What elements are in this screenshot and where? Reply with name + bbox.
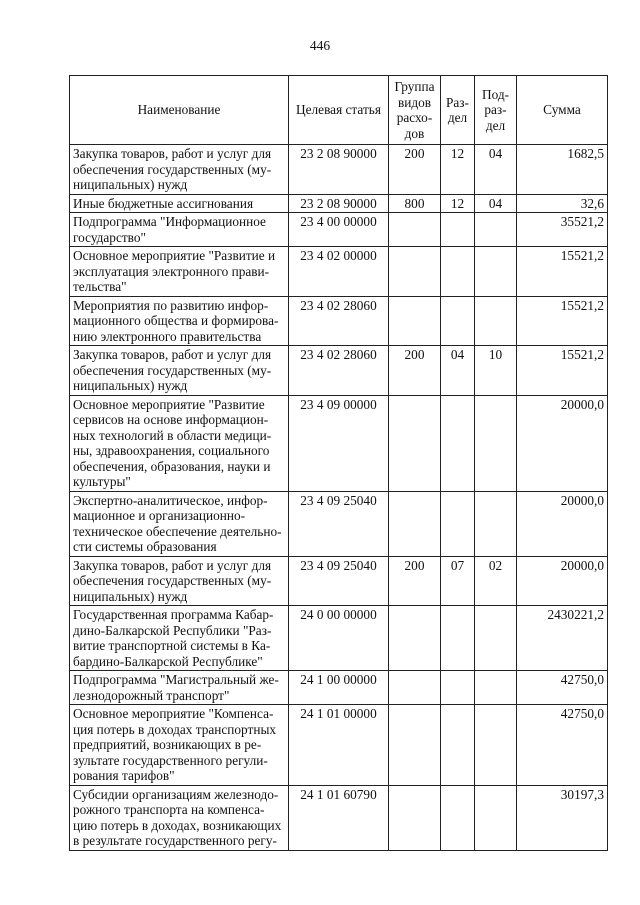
row-subsection: [475, 395, 517, 491]
row-target-code: 23 4 02 00000: [289, 247, 389, 297]
row-subsection: [475, 491, 517, 556]
row-sum: 15521,2: [517, 247, 608, 297]
row-section: 12: [441, 194, 475, 213]
page-number: 446: [309, 38, 331, 53]
row-sum: 2430221,2: [517, 606, 608, 671]
row-name: Подпрограмма "Информационное государство": [70, 213, 289, 247]
row-sum: 32,6: [517, 194, 608, 213]
row-sum: 15521,2: [517, 296, 608, 346]
row-name: Подпрограмма "Магистральный же-лезнодорожный транспорт": [70, 671, 289, 705]
header-name: Наименование: [70, 76, 289, 145]
row-section: [441, 491, 475, 556]
row-name: Закупка товаров, работ и услуг для обеспечения государственных (му-ниципальных) нужд: [70, 145, 289, 195]
table-row: [70, 247, 608, 297]
table-header-row: [70, 76, 608, 145]
row-subsection: 04: [475, 145, 517, 195]
row-name: Экспертно-аналитическое, инфор-мационное и организационно-техническое обеспечение деятельно-сти системы образования: [70, 491, 289, 556]
table-row: [70, 213, 608, 247]
row-group: [389, 491, 441, 556]
row-section: [441, 785, 475, 850]
table-row: [70, 606, 608, 671]
row-subsection: [475, 785, 517, 850]
row-subsection: [475, 705, 517, 786]
header-group: Группа видов расхо-дов: [389, 76, 441, 145]
row-section: [441, 213, 475, 247]
table-row: [70, 785, 608, 850]
row-group: [389, 705, 441, 786]
table-row: [70, 346, 608, 396]
table-body: [70, 145, 608, 851]
row-name: Основное мероприятие "Компенса-ция потерь в доходах транспортных предприятий, возникающих в ре-зультате государственного регули-рования тарифов": [70, 705, 289, 786]
row-sum: 20000,0: [517, 491, 608, 556]
row-subsection: 02: [475, 556, 517, 606]
row-sum: 42750,0: [517, 671, 608, 705]
row-section: [441, 606, 475, 671]
row-name: Субсидии организациям железнодо-рожного транспорта на компенса-цию потерь в доходах, возникающих в результате государственного регу-: [70, 785, 289, 850]
row-target-code: 23 4 09 00000: [289, 395, 389, 491]
row-sum: 20000,0: [517, 556, 608, 606]
row-target-code: 24 1 01 00000: [289, 705, 389, 786]
row-target-code: 23 2 08 90000: [289, 145, 389, 195]
row-target-code: 24 1 01 60790: [289, 785, 389, 850]
row-sum: 30197,3: [517, 785, 608, 850]
row-group: 200: [389, 346, 441, 396]
row-target-code: 24 1 00 00000: [289, 671, 389, 705]
row-name: Иные бюджетные ассигнования: [70, 194, 289, 213]
row-section: [441, 247, 475, 297]
budget-table: [69, 75, 608, 851]
table-row: [70, 395, 608, 491]
row-sum: 1682,5: [517, 145, 608, 195]
row-sum: 15521,2: [517, 346, 608, 396]
header-section: Раз-дел: [441, 76, 475, 145]
table-row: [70, 194, 608, 213]
row-target-code: 23 2 08 90000: [289, 194, 389, 213]
row-name: Закупка товаров, работ и услуг для обеспечения государственных (му-ниципальных) нужд: [70, 556, 289, 606]
row-subsection: [475, 296, 517, 346]
row-subsection: [475, 213, 517, 247]
row-group: [389, 213, 441, 247]
row-subsection: 04: [475, 194, 517, 213]
row-group: 200: [389, 145, 441, 195]
row-sum: 35521,2: [517, 213, 608, 247]
row-target-code: 23 4 09 25040: [289, 491, 389, 556]
row-group: 200: [389, 556, 441, 606]
row-group: [389, 395, 441, 491]
row-section: [441, 395, 475, 491]
row-group: [389, 296, 441, 346]
row-section: 12: [441, 145, 475, 195]
row-subsection: [475, 247, 517, 297]
table-row: [70, 556, 608, 606]
row-subsection: [475, 671, 517, 705]
row-sum: 42750,0: [517, 705, 608, 786]
row-group: 800: [389, 194, 441, 213]
row-group: [389, 785, 441, 850]
row-section: [441, 296, 475, 346]
row-name: Государственная программа Кабар-дино-Балкарской Республики "Раз-витие транспортной системы в Ка-бардино-Балкарской Республике": [70, 606, 289, 671]
row-group: [389, 606, 441, 671]
row-section: [441, 705, 475, 786]
row-subsection: [475, 606, 517, 671]
table-row: [70, 145, 608, 195]
header-sum: Сумма: [517, 76, 608, 145]
row-name: Закупка товаров, работ и услуг для обеспечения государственных (му-ниципальных) нужд: [70, 346, 289, 396]
row-subsection: 10: [475, 346, 517, 396]
row-group: [389, 671, 441, 705]
row-target-code: 24 0 00 00000: [289, 606, 389, 671]
header-target: Целевая статья: [289, 76, 389, 145]
row-name: Основное мероприятие "Развитие и эксплуатация электронного прави-тельства": [70, 247, 289, 297]
row-target-code: 23 4 09 25040: [289, 556, 389, 606]
table-row: [70, 671, 608, 705]
row-target-code: 23 4 00 00000: [289, 213, 389, 247]
row-section: 07: [441, 556, 475, 606]
row-group: [389, 247, 441, 297]
row-target-code: 23 4 02 28060: [289, 296, 389, 346]
table-row: [70, 491, 608, 556]
row-target-code: 23 4 02 28060: [289, 346, 389, 396]
table-row: [70, 705, 608, 786]
row-section: [441, 671, 475, 705]
header-subsection: Под-раз-дел: [475, 76, 517, 145]
row-name: Основное мероприятие "Развитие сервисов на основе информацион-ных технологий в области медици-ны, здравоохранения, социального обеспечения, образования, науки и культуры": [70, 395, 289, 491]
row-name: Мероприятия по развитию инфор-мационного общества и формирова-нию электронного правительства: [70, 296, 289, 346]
row-sum: 20000,0: [517, 395, 608, 491]
row-section: 04: [441, 346, 475, 396]
table-row: [70, 296, 608, 346]
